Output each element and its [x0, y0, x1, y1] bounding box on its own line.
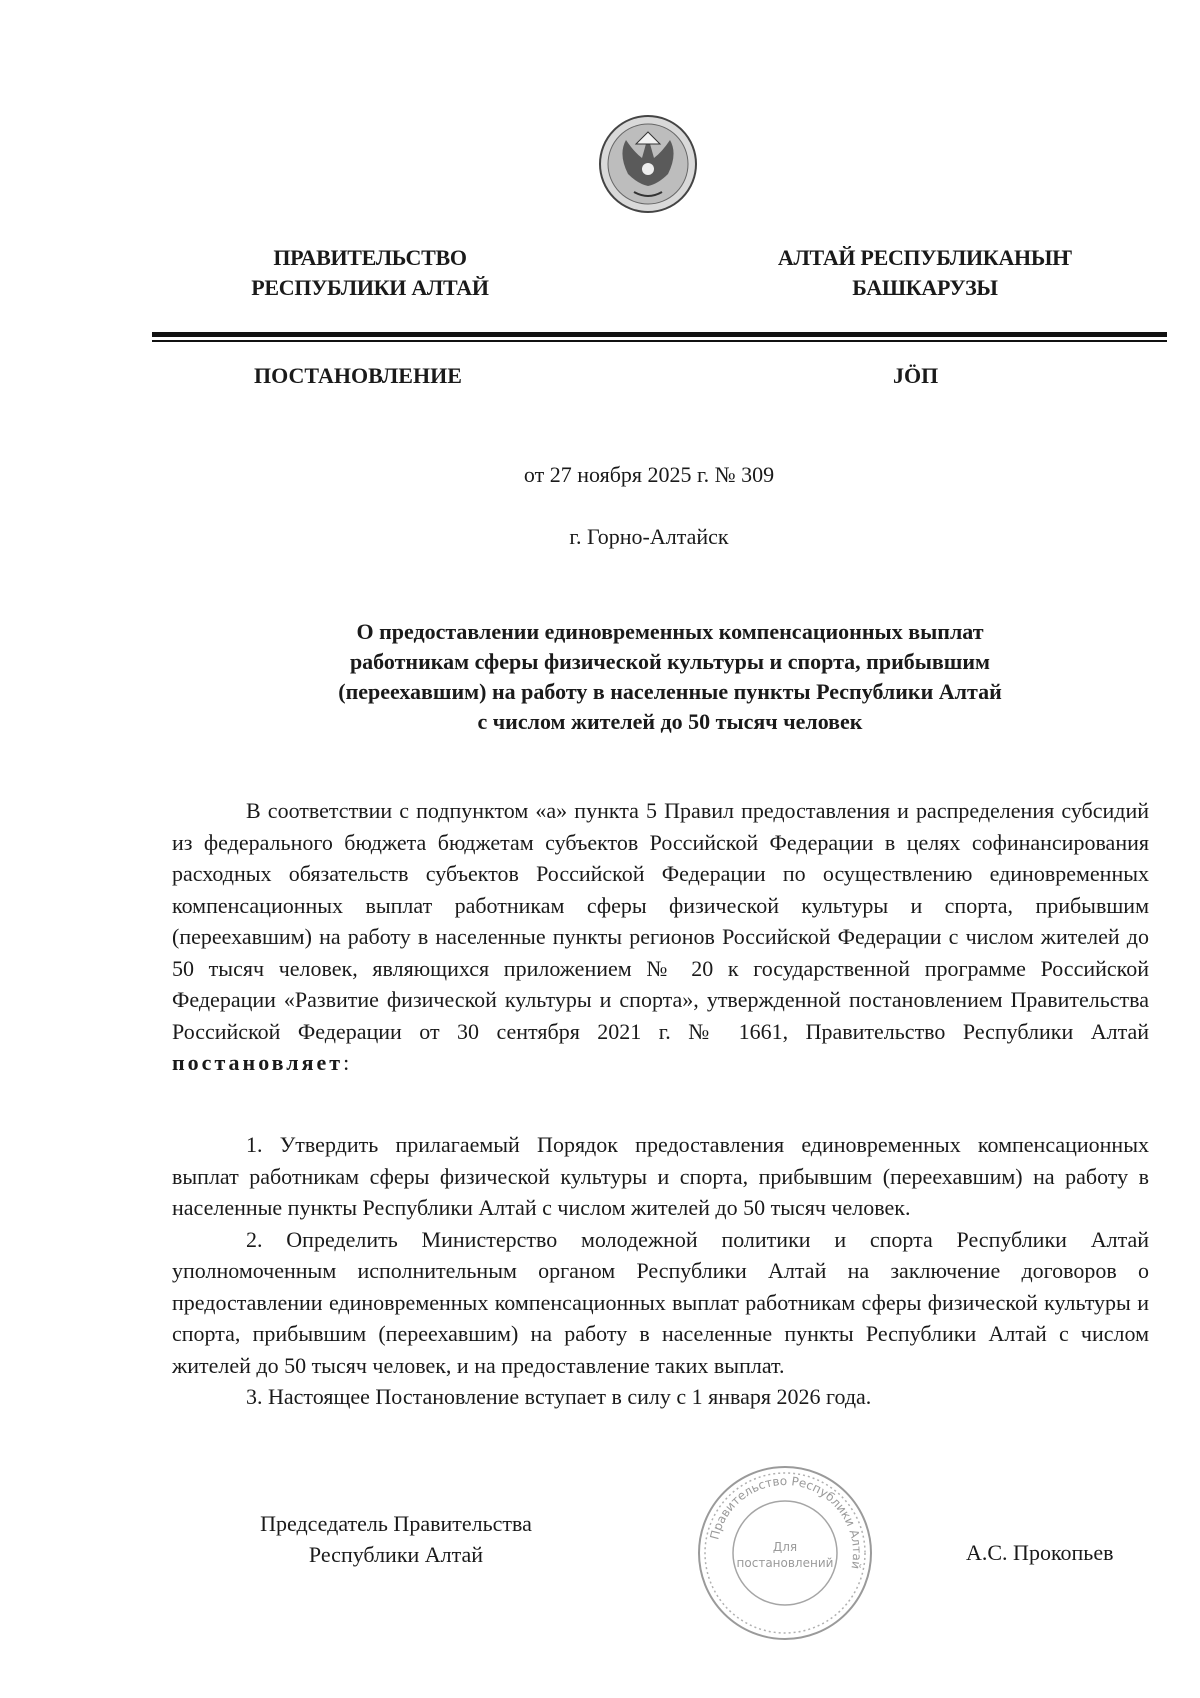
document-title	[170, 617, 1170, 737]
stamp-ring-text: Правительство Республики Алтай	[707, 1473, 865, 1571]
official-stamp-icon	[695, 1463, 875, 1643]
altai-coat-of-arms-icon	[598, 114, 698, 214]
resolution-items	[172, 1129, 1149, 1413]
signatory-position-line2: Республики Алтай	[308, 1542, 484, 1567]
resolution-item-3: 3. Настоящее Постановление вступает в силу с 1 января 2026 года.	[246, 1384, 872, 1409]
title-line: О предоставлении единовременных компенсационных выплат	[356, 619, 984, 644]
document-city: г. Горно-Алтайск	[569, 524, 729, 549]
title-line: с числом жителей до 50 тысяч человек	[477, 709, 863, 734]
header-divider-thick	[152, 332, 1167, 337]
signatory-name: А.С. Прокопьев	[966, 1540, 1114, 1565]
resolution-item-1: 1. Утвердить прилагаемый Порядок предоставления единовременных компенсационных выплат работникам сферы физической культуры и спорта, прибывшим (переехавшим) на работу в населенные пункты Республики Алтай с числом жителей до 50 тысяч человек.	[172, 1132, 1149, 1220]
header-right-line1: АЛТАЙ РЕСПУБЛИКАНЫҤ	[777, 245, 1073, 270]
doc-type-ru: ПОСТАНОВЛЕНИЕ	[254, 363, 462, 388]
title-line: (переехавшим) на работу в населенные пункты Республики Алтай	[338, 679, 1002, 704]
doc-type-alt: JӦП	[893, 363, 939, 388]
preamble	[172, 795, 1149, 1079]
preamble-paragraph	[172, 795, 1149, 1079]
stamp-center-line1: Для	[772, 1540, 798, 1554]
preamble-suffix: :	[343, 1050, 350, 1075]
header-divider-thin	[152, 340, 1167, 342]
signatory-position	[232, 1508, 560, 1570]
header-right-line2: БАШКАРУЗЫ	[852, 275, 998, 300]
preamble-text: В соответствии с подпунктом «а» пункта 5 Правил предоставления и распределения субсидий из федерального бюджета бюджетам субъектов Российской Федерации в целях софинансирования расходных обязательств субъектов Российской Федерации по осуществлению единовременных компенсационных выплат работникам сферы физической культуры и спорта, прибывшим (переехавшим) на работу в населенные пункты регионов Российской Федерации с числом жителей до 50 тысяч человек, являющихся приложением № 20 к государственной программе Российской Федерации «Развитие физической культуры и спорта», утвержденной постановлением Правительства Российской Федерации от 30 сентября 2021 г. № 1661, Правительство Республики Алтай	[172, 798, 1149, 1044]
resolution-item-2: 2. Определить Министерство молодежной политики и спорта Республики Алтай уполномоченным исполнительным органом Республики Алтай на заключение договоров о предоставлении единовременных компенсационных выплат работникам сферы физической культуры и спорта, прибывшим (переехавшим) на работу в населенные пункты Республики Алтай с числом жителей до 50 тысяч человек, и на предоставление таких выплат.	[172, 1226, 1149, 1378]
header-left-line2: РЕСПУБЛИКИ АЛТАЙ	[251, 275, 489, 300]
signatory-position-line1: Председатель Правительства	[260, 1511, 532, 1536]
stamp-center-line2: постановлений	[736, 1556, 834, 1570]
title-line: работникам сферы физической культуры и спорта, прибывшим	[349, 649, 991, 674]
document-date: от 27 ноября 2025 г. № 309	[523, 462, 775, 487]
header-right	[755, 243, 1095, 303]
header-left-line1: ПРАВИТЕЛЬСТВО	[273, 245, 467, 270]
preamble-emphasis: постановляет	[172, 1050, 344, 1075]
header-left	[240, 243, 500, 303]
